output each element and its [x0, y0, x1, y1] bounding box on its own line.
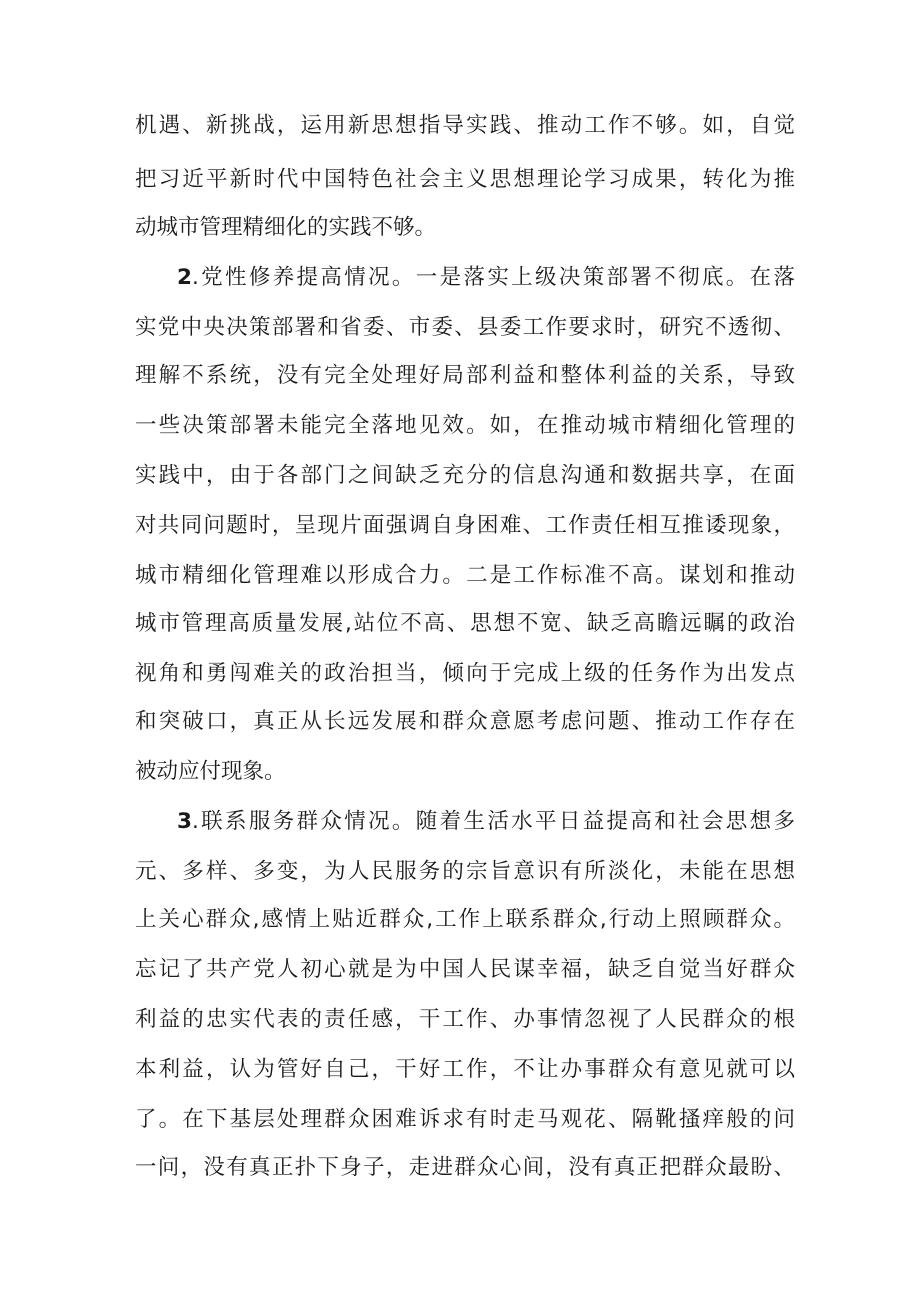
- text-line: 和突破口，真正从长远发展和群众意愿考虑问题、推动工作存在: [135, 709, 795, 734]
- text-line: 忘记了共产党人初心就是为中国人民谋幸福，缺乏自觉当好群众: [135, 957, 795, 982]
- paragraph-first-line: [177, 258, 795, 298]
- paragraph-number: 2: [177, 265, 192, 290]
- text-line: 利益的忠实代表的责任感，干工作、办事情忽视了人民群众的根: [135, 1007, 795, 1032]
- text-line: 把习近平新时代中国特色社会主义思想理论学习成果，转化为推: [135, 167, 795, 192]
- text-line: 元、多样、多变，为人民服务的宗旨意识有所淡化，未能在思想: [135, 859, 795, 884]
- text-line: 了。在下基层处理群众困难诉求有时走马观花、隔靴搔痒般的问: [135, 1107, 795, 1132]
- text-line: 理解不系统，没有完全处理好局部利益和整体利益的关系，导致: [135, 363, 795, 388]
- text-line: 上关心群众,感情上贴近群众,工作上联系群众,行动上照顾群众。: [135, 907, 795, 932]
- paragraph-heading-text: .联系服务群众情况。随着生活水平日益提高和社会思想多: [191, 809, 795, 834]
- text-line: 动城市管理精细化的实践不够。: [135, 215, 437, 240]
- text-line: 一问，没有真正扑下身子，走进群众心间，没有真正把群众最盼、: [135, 1155, 795, 1180]
- text-line: 实践中，由于各部门之间缺乏充分的信息沟通和数据共享，在面: [135, 463, 795, 488]
- text-line: 城市精细化管理难以形成合力。二是工作标准不高。谋划和推动: [135, 563, 795, 588]
- paragraph-heading-text: .党性修养提高情况。一是落实上级决策部署不彻底。在落: [191, 265, 795, 290]
- text-line: 本利益，认为管好自己，干好工作，不让办事群众有意见就可以: [135, 1057, 795, 1082]
- paragraph-number: 3: [177, 809, 192, 834]
- text-line: 对共同问题时，呈现片面强调自身困难、工作责任相互推诿现象，: [135, 513, 795, 538]
- text-line: 城市管理高质量发展,站位不高、思想不宽、缺乏高瞻远瞩的政治: [135, 611, 795, 636]
- paragraph-first-line: [177, 802, 795, 842]
- text-line: 视角和勇闯难关的政治担当，倾向于完成上级的任务作为出发点: [135, 661, 795, 686]
- text-line: 机遇、新挑战，运用新思想指导实践、推动工作不够。如，自觉: [135, 113, 795, 138]
- text-line: 实党中央决策部署和省委、市委、县委工作要求时，研究不透彻、: [135, 315, 795, 340]
- text-line: 被动应付现象。: [135, 759, 286, 784]
- text-line: 一些决策部署未能完全落地见效。如，在推动城市精细化管理的: [135, 413, 795, 438]
